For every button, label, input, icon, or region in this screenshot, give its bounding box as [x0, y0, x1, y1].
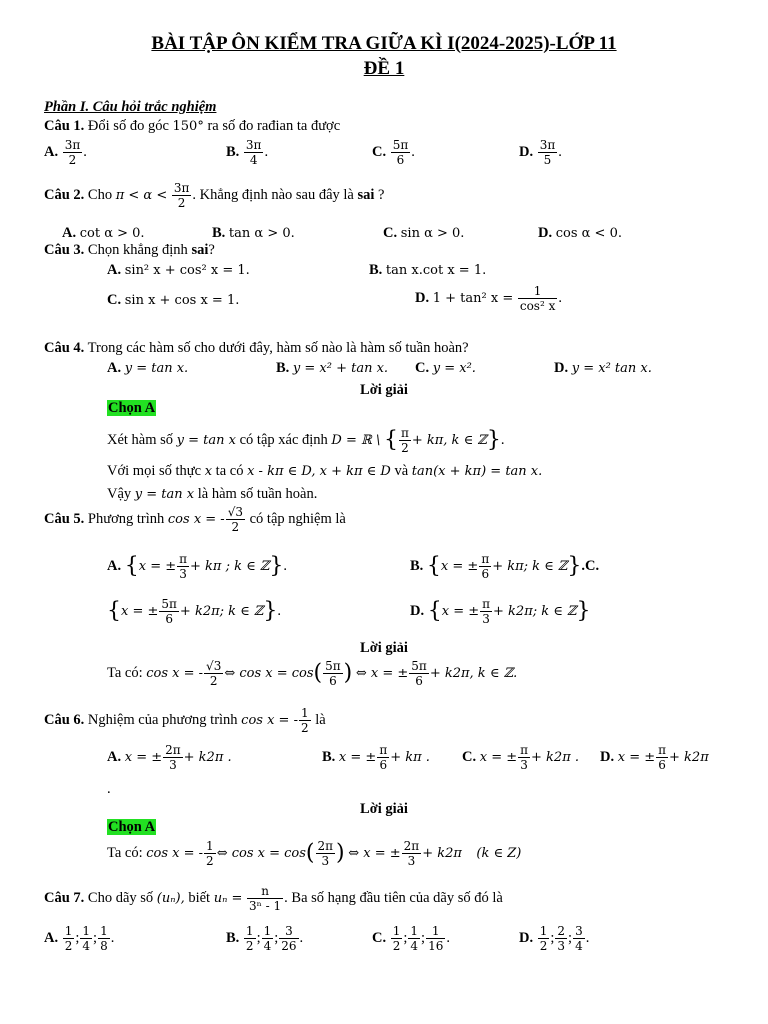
option-d[interactable]: D. {x = ± $\frac{\pi}{3}$ + k2π; k ∈ ℤ}: [410, 597, 591, 626]
chosen-answer: Chọn A: [108, 819, 156, 835]
solution-line: Vậy y = tan x là hàm số tuần hoàn.: [107, 486, 318, 502]
question-7: Câu 7. Cho dãy số (uₙ), biết uₙ = $\frac{n}{\text{3ⁿ - 1}}$ . Ba số hạng đầu tiên của dãy số đó là: [44, 884, 503, 913]
option-b[interactable]: B. tan α > 0.: [212, 225, 295, 241]
option-b[interactable]: B. $\frac{1}{2}$ ; $\frac{1}{4}$ ; $\frac{3}{26}$ .: [226, 924, 304, 953]
option-d[interactable]: D. y = x² tan x.: [554, 360, 652, 376]
question-label: Câu 1.: [44, 118, 85, 134]
option-b[interactable]: B. tan x.cot x = 1.: [369, 262, 487, 278]
solution-line: Xét hàm số y = tan x có tập xác định D = ℝ \ { $\frac{\pi}{2}$ + kπ, k ∈ ℤ}.: [107, 426, 505, 455]
option-c[interactable]: C. y = x².: [415, 360, 476, 376]
option-c[interactable]: C. sin x + cos x = 1.: [107, 292, 240, 308]
solution-heading: Lời giải: [360, 801, 408, 817]
document-title: BÀI TẬP ÔN KIỂM TRA GIỮA KÌ I(2024-2025)-LỚP 11: [151, 33, 617, 54]
option-d[interactable]: D. $\frac{1}{2}$ ; $\frac{2}{3}$ ; $\frac{3}{4}$ .: [519, 924, 590, 953]
option-c[interactable]: C. $\frac{1}{2}$ ; $\frac{1}{4}$ ; $\frac{1}{16}$ .: [372, 924, 450, 953]
option-b[interactable]: B. {x = ± $\frac{\pi}{6}$ + kπ; k ∈ ℤ}.C.: [410, 552, 600, 581]
option-d[interactable]: D. 1 + tan² x = $\frac{1}{\text{cos² x}}$ .: [415, 284, 562, 313]
solution-line: Ta có: cos x = - $\frac{√3}{2}$ ⇔ cos x = cos( $\frac{5\pi}{6}$ ) ⇔ x = ± $\frac{5\pi}{6}$ + k2π, k ∈ ℤ.: [107, 659, 518, 688]
option-a[interactable]: A. cot α > 0.: [62, 225, 145, 241]
option-b[interactable]: B. $\frac{3\pi}{4}$ .: [226, 138, 269, 167]
document-subtitle: ĐỀ 1: [363, 58, 405, 79]
option-d[interactable]: D. x = ± $\frac{\pi}{6}$ + k2π: [600, 743, 709, 772]
option-a[interactable]: A. y = tan x.: [107, 360, 189, 376]
option-a[interactable]: A. x = ± $\frac{2\pi}{3}$ + k2π .: [107, 743, 232, 772]
option-a[interactable]: A. $\frac{1}{2}$ ; $\frac{1}{4}$ ; $\frac{1}{8}$ .: [44, 924, 115, 953]
option-c[interactable]: C. sin α > 0.: [383, 225, 465, 241]
question-4: Câu 4. Trong các hàm số cho dưới đây, hàm số nào là hàm số tuần hoàn?: [44, 340, 469, 356]
option-c[interactable]: C. $\frac{5\pi}{6}$ .: [372, 138, 415, 167]
option-b[interactable]: B. y = x² + tan x.: [276, 360, 389, 376]
chosen-answer: Chọn A: [108, 400, 156, 416]
question-6: Câu 6. Nghiệm của phương trình cos x = - $\frac{1}{2}$ là: [44, 706, 326, 735]
trailing-period: .: [107, 781, 111, 797]
question-5: Câu 5. Phương trình cos x = - $\frac{√3}{2}$ có tập nghiệm là: [44, 505, 346, 534]
question-1: Câu 1. Đổi số đo góc 150° ra số đo rađian ta được: [44, 118, 341, 134]
option-c[interactable]: {x = ± $\frac{5\pi}{6}$ + k2π; k ∈ ℤ}.: [107, 597, 282, 626]
option-d[interactable]: D. $\frac{3\pi}{5}$ .: [519, 138, 562, 167]
option-b[interactable]: B. x = ± $\frac{\pi}{6}$ + kπ .: [322, 743, 430, 772]
solution-line: Với mọi số thực x ta có x - kπ ∈ D, x + kπ ∈ D và tan(x + kπ) = tan x.: [107, 463, 543, 479]
question-2: Câu 2. Cho π < α < $\frac{3\pi}{2}$ . Khẳng định nào sau đây là sai ?: [44, 181, 385, 210]
solution-heading: Lời giải: [360, 640, 408, 656]
section-heading: Phần I. Câu hỏi trắc nghiệm: [44, 99, 217, 115]
option-a[interactable]: A. sin² x + cos² x = 1.: [107, 262, 250, 278]
option-a[interactable]: A. $\frac{3\pi}{2}$ .: [44, 138, 87, 167]
solution-heading: Lời giải: [360, 382, 408, 398]
solution-line: Ta có: cos x = - $\frac{1}{2}$ ⇔ cos x = cos( $\frac{2\pi}{3}$ ) ⇔ x = ± $\frac{2\pi}{3}$ + k2π (k ∈ Z): [107, 839, 522, 868]
question-3: Câu 3. Chọn khẳng định sai?: [44, 242, 215, 258]
option-d[interactable]: D. cos α < 0.: [538, 225, 622, 241]
option-c[interactable]: C. x = ± $\frac{\pi}{3}$ + k2π .: [462, 743, 579, 772]
option-a[interactable]: A. {x = ± $\frac{\pi}{3}$ + kπ ; k ∈ ℤ}.: [107, 552, 287, 581]
